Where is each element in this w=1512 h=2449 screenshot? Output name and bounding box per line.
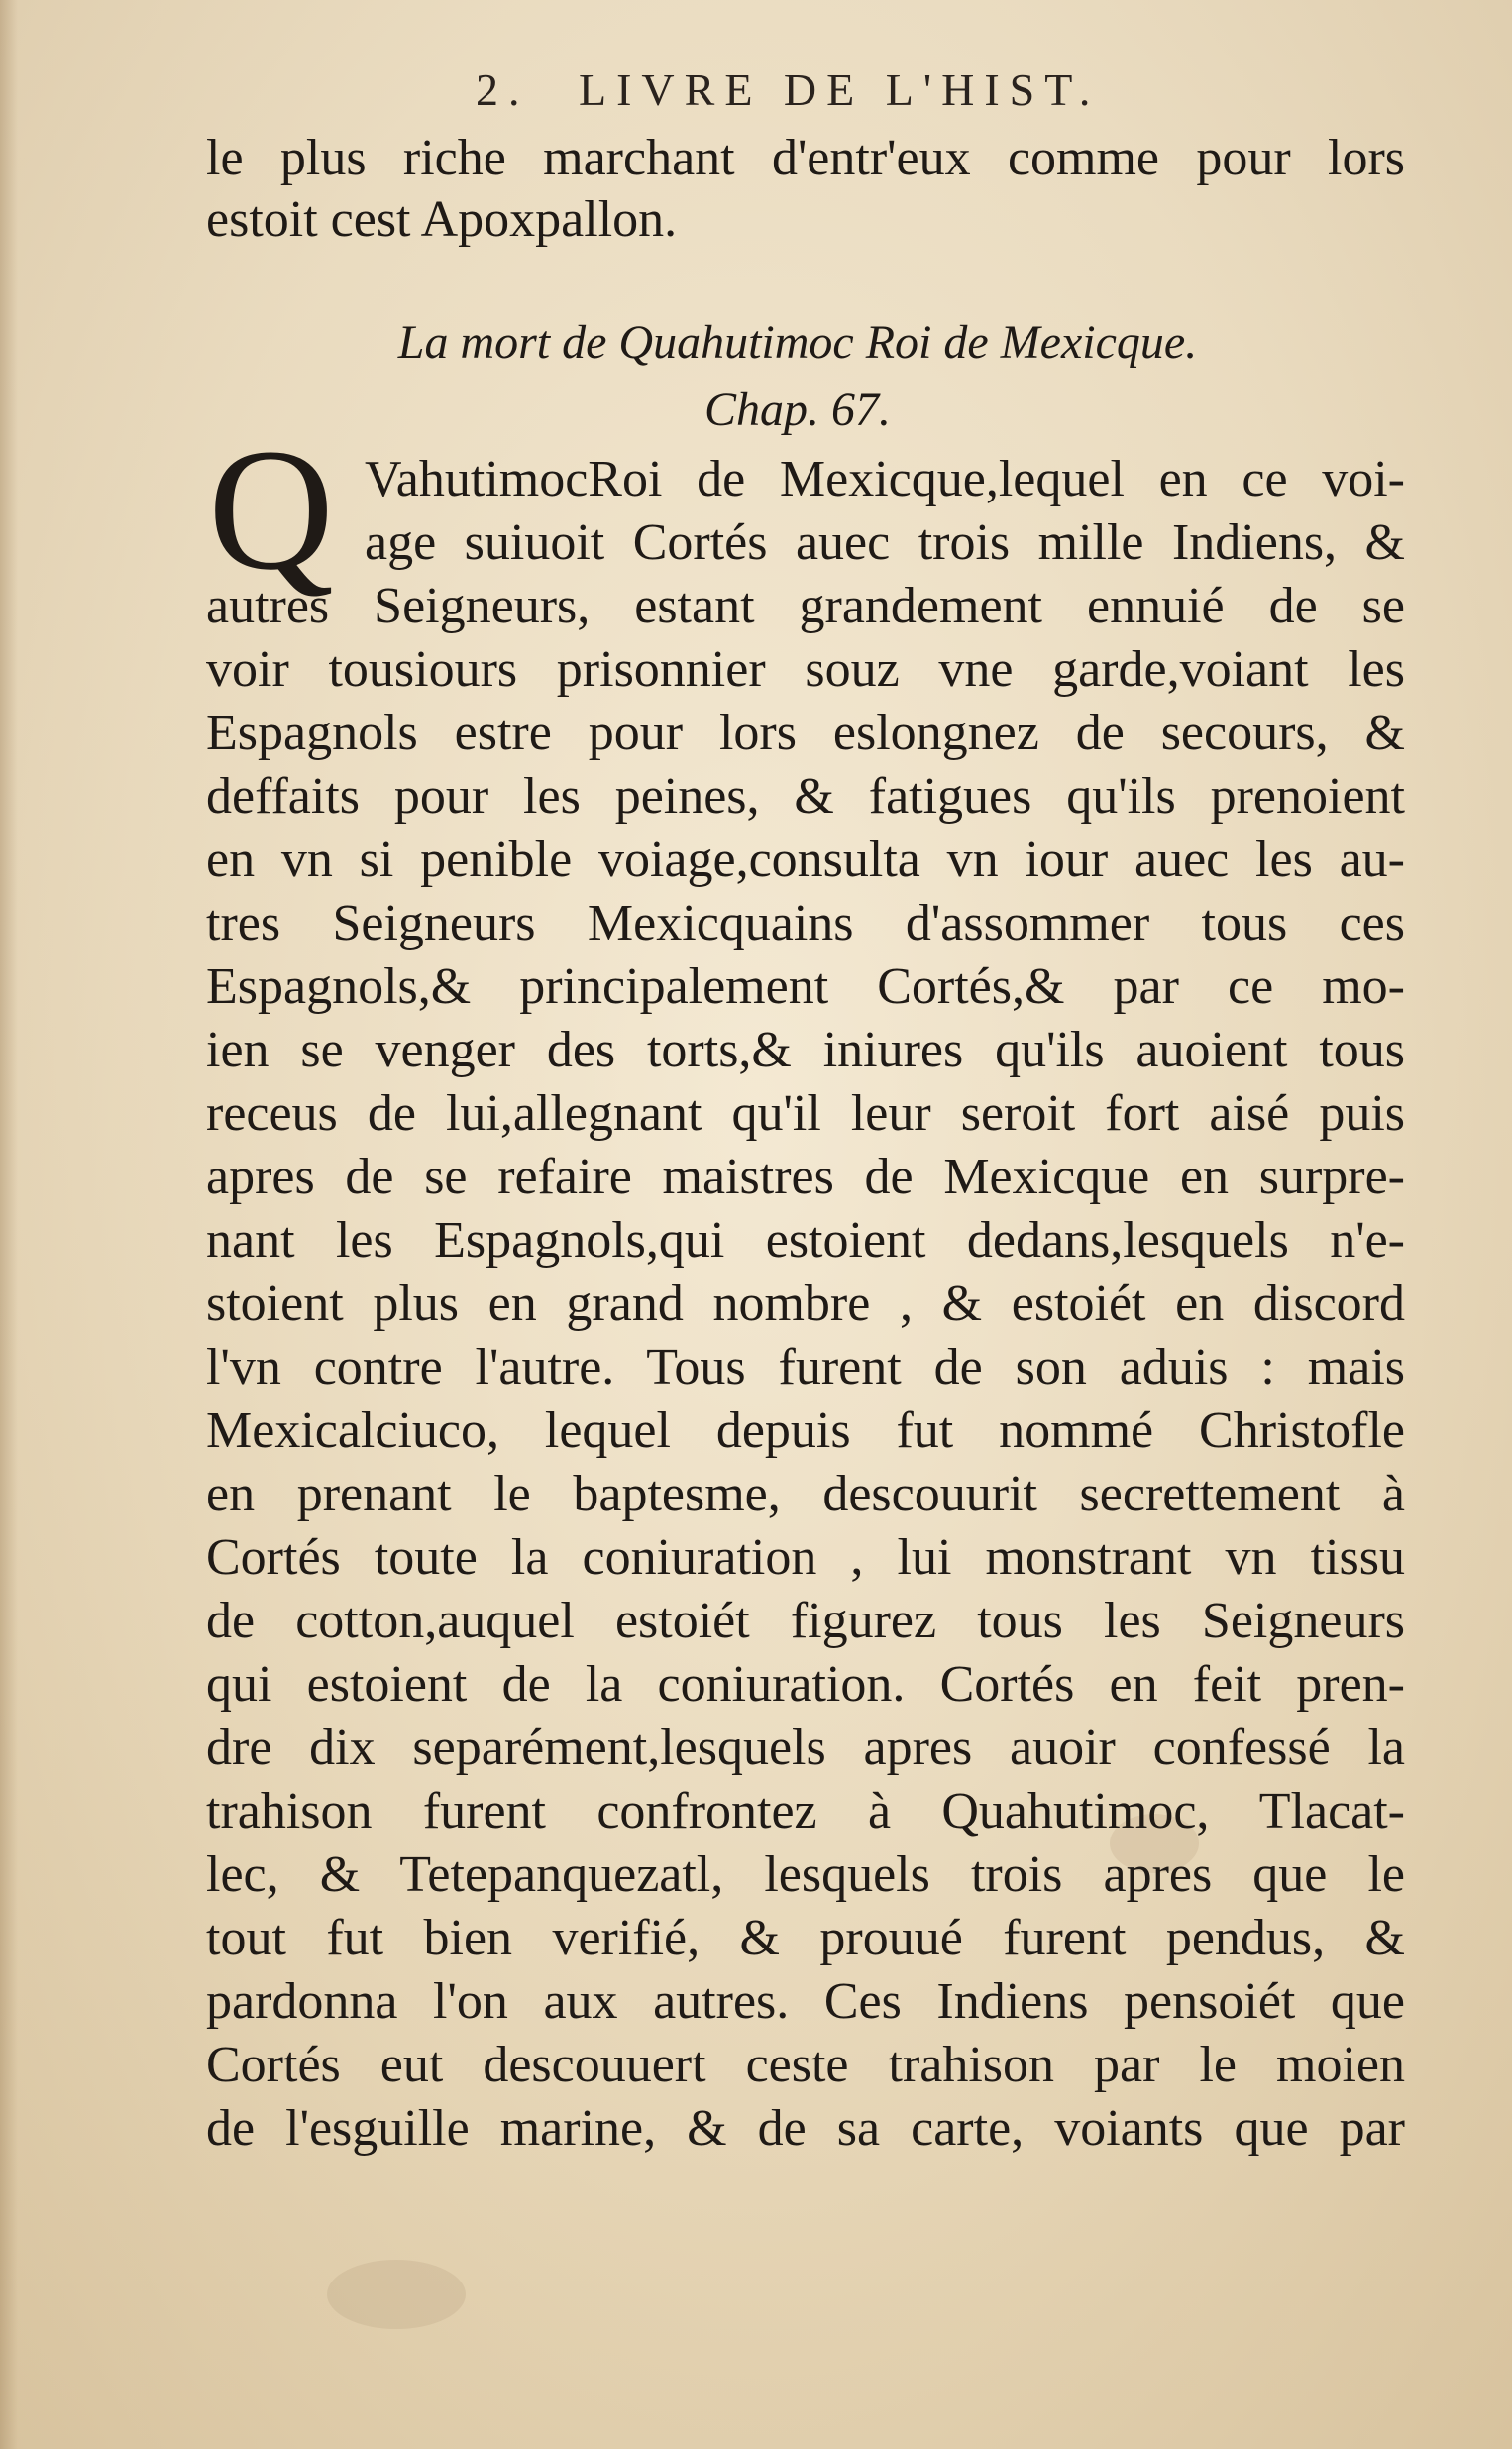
text-line: VahutimocRoi de Mexicque,lequel en ce voi- [365, 451, 1405, 507]
text-line: ien se venger des torts,& iniures qu'ils auoient tous [206, 1022, 1405, 1078]
text-line: Cortés eut descouuert ceste trahison par le moien [206, 2037, 1405, 2093]
text-line: voir tousiours prisonnier souz vne garde,voiant les [206, 641, 1405, 698]
text-line: age suiuoit Cortés auec trois mille Indiens, & [365, 514, 1405, 571]
gutter-shadow [0, 0, 18, 2449]
text-line: pardonna l'on aux autres. Ces Indiens pensoiét que [206, 1973, 1405, 2030]
text-line: Cortés toute la coniuration , lui monstrant vn tissu [206, 1529, 1405, 1586]
text-line: tout fut bien verifié, & prouué furent pendus, & [206, 1910, 1405, 1966]
drop-cap: Q [208, 413, 335, 607]
running-title: LIVRE DE L'HIST. [579, 64, 1101, 115]
chapter-title: La mort de Quahutimoc Roi de Mexicque. [397, 316, 1198, 369]
text-line: en prenant le baptesme, descouurit secrettement à [206, 1466, 1405, 1522]
text-line: lec, & Tetepanquezatl, lesquels trois apres que le [206, 1846, 1405, 1903]
text-line: nant les Espagnols,qui estoient dedans,lesquels n'e- [206, 1212, 1405, 1269]
running-head [476, 63, 1169, 116]
text-line: l'vn contre l'autre. Tous furent de son aduis : mais [206, 1339, 1405, 1395]
page-number: 2. [476, 64, 530, 115]
text-line: Espagnols,& principalement Cortés,& par ce mo- [206, 958, 1405, 1015]
text-line: dre dix separément,lesquels apres auoir confessé la [206, 1720, 1405, 1776]
text-line: deffaits pour les peines, & fatigues qu'ils prenoient [206, 768, 1405, 825]
text-line: de l'esguille marine, & de sa carte, voiants que par [206, 2100, 1405, 2157]
text-line: trahison furent confrontez à Quahutimoc, Tlacat- [206, 1783, 1405, 1839]
text-line: stoient plus en grand nombre , & estoiét en discord [206, 1276, 1405, 1332]
text-line: tres Seigneurs Mexicquains d'assommer tous ces [206, 895, 1405, 951]
text-line: Espagnols estre pour lors eslongnez de secours, & [206, 705, 1405, 761]
text-line: receus de lui,allegnant qu'il leur seroit fort aisé puis [206, 1085, 1405, 1142]
text-line: estoit cest Apoxpallon. [206, 191, 678, 248]
text-line: autres Seigneurs, estant grandement ennuié de se [206, 578, 1405, 634]
text-line: le plus riche marchant d'entr'eux comme pour lors [206, 130, 1405, 186]
text-line: Mexicalciuco, lequel depuis fut nommé Christofle [206, 1402, 1405, 1459]
chapter-number: Chap. 67. [703, 384, 891, 436]
text-line: en vn si penible voiage,consulta vn iour auec les au- [206, 832, 1405, 888]
text-line: de cotton,auquel estoiét figurez tous les Seigneurs [206, 1593, 1405, 1649]
text-line: qui estoient de la coniuration. Cortés en feit pren- [206, 1656, 1405, 1713]
paper-stain [327, 2260, 466, 2329]
text-line: apres de se refaire maistres de Mexicque en surpre- [206, 1149, 1405, 1205]
